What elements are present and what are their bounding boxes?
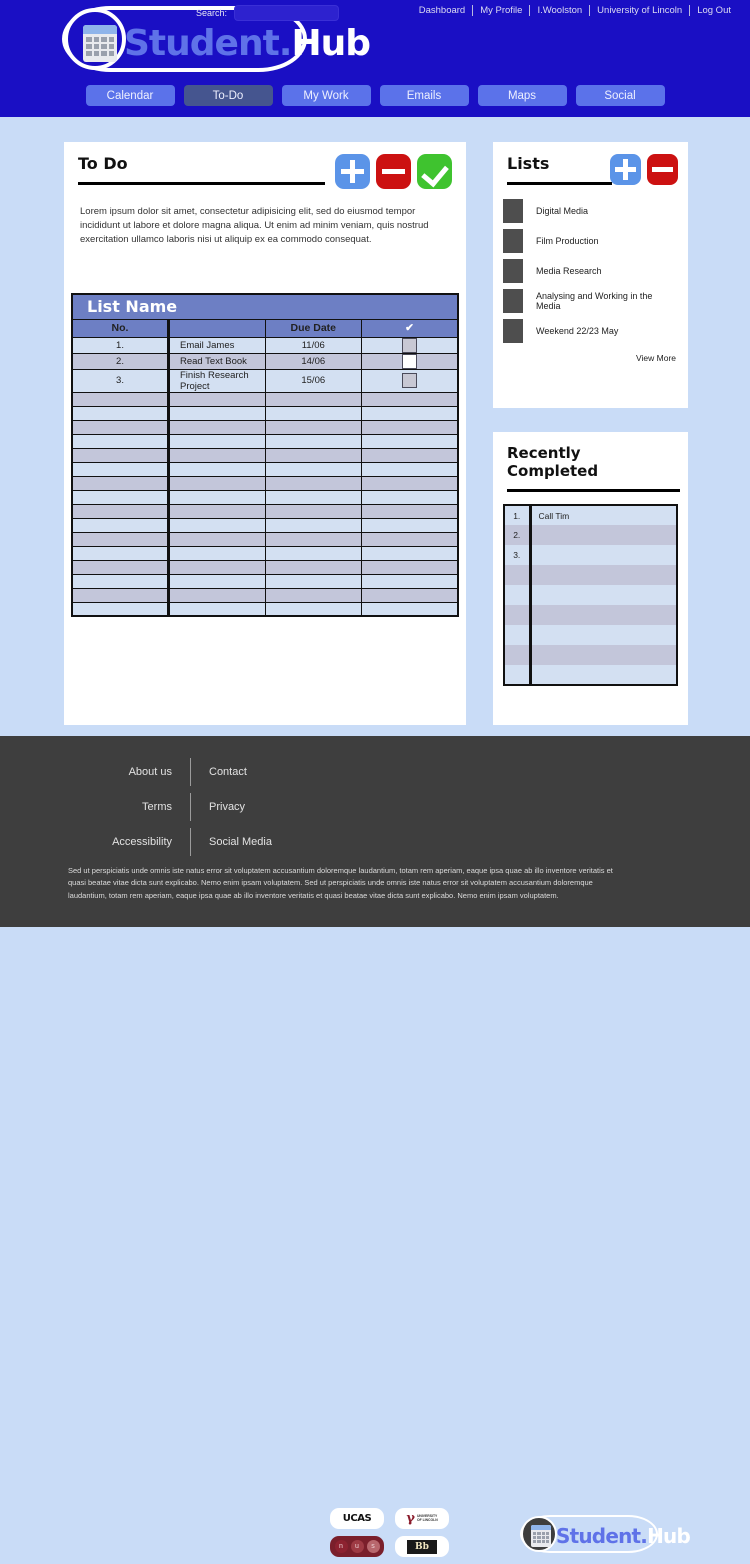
list-item-label: Film Production <box>536 236 599 246</box>
row-task <box>530 585 677 605</box>
row-due-date: 15/06 <box>265 369 362 392</box>
nav-tab-emails[interactable]: Emails <box>380 85 469 106</box>
row-task[interactable] <box>169 602 266 616</box>
row-number <box>72 420 169 434</box>
calendar-icon <box>83 25 117 62</box>
table-row[interactable] <box>72 462 458 476</box>
row-due-date <box>265 434 362 448</box>
table-row[interactable] <box>72 434 458 448</box>
row-number <box>72 504 169 518</box>
table-row[interactable] <box>72 560 458 574</box>
row-checkbox-cell[interactable] <box>362 434 459 448</box>
footer-legal-text: Sed ut perspiciatis unde omnis iste natus error sit voluptatem accusantium doloremque laudantium, totam rem aperiam, eaque ipsa quae ab illo inventore veritatis et quasi beatae vitae dicta sunt explicabo. Nemo enim ipsam voluptatem. Sed ut perspiciatis unde omnis iste natus error sit voluptatem accusantium doloremque laudantium, totam rem aperiam, eaque ipsa quae ab illo inventore veritatis et quasi beatae vitae dicta sunt explicabo. Nemo enim ipsam voluptatem. <box>68 866 613 900</box>
row-task <box>530 525 677 545</box>
row-task[interactable] <box>169 532 266 546</box>
main-navigation <box>0 85 750 106</box>
row-number: 3. <box>72 369 169 392</box>
row-checkbox-cell[interactable] <box>362 353 459 369</box>
row-task[interactable] <box>169 518 266 532</box>
row-task <box>530 565 677 585</box>
table-row[interactable] <box>72 490 458 504</box>
todo-table <box>71 293 459 617</box>
list-item[interactable] <box>503 319 678 343</box>
row-checkbox-cell[interactable] <box>362 518 459 532</box>
recently-completed-title: Recently Completed <box>507 444 599 480</box>
search-input[interactable] <box>234 5 339 21</box>
list-item[interactable] <box>503 259 678 283</box>
nus-logo-badge[interactable] <box>330 1536 384 1557</box>
row-checkbox-cell[interactable] <box>362 574 459 588</box>
row-checkbox-cell[interactable] <box>362 337 459 353</box>
row-number <box>504 665 530 685</box>
nav-tab-my-work[interactable]: My Work <box>282 85 371 106</box>
row-task[interactable] <box>169 490 266 504</box>
row-due-date <box>265 504 362 518</box>
recently-completed-table-container <box>503 504 678 686</box>
remove-task-button[interactable] <box>376 154 411 189</box>
lists-panel <box>493 142 688 408</box>
row-task[interactable] <box>169 546 266 560</box>
row-checkbox-cell[interactable] <box>362 546 459 560</box>
row-due-date <box>265 406 362 420</box>
footer-link-contact[interactable]: Contact <box>209 765 247 778</box>
row-due-date <box>265 532 362 546</box>
site-footer <box>0 736 750 1552</box>
table-row[interactable] <box>72 337 458 353</box>
table-row[interactable] <box>72 574 458 588</box>
todo-table-container <box>71 293 459 617</box>
row-number <box>72 448 169 462</box>
top-navigation-links <box>412 5 738 16</box>
row-number <box>72 434 169 448</box>
nus-dot-icon: u <box>351 1540 364 1553</box>
recently-completed-table <box>503 504 678 686</box>
table-row[interactable] <box>504 505 677 525</box>
search-label: Search: <box>196 8 228 18</box>
row-task[interactable]: Read Text Book <box>169 353 266 369</box>
row-task <box>530 625 677 645</box>
row-task[interactable] <box>169 560 266 574</box>
row-number <box>504 645 530 665</box>
table-row[interactable] <box>72 546 458 560</box>
row-number: 2. <box>72 353 169 369</box>
title-underline <box>78 182 325 185</box>
list-item[interactable] <box>503 289 678 313</box>
row-task[interactable]: Finish Research Project <box>169 369 266 392</box>
list-item-label: Digital Media <box>536 206 589 216</box>
footer-link-divider <box>190 758 191 786</box>
table-row[interactable] <box>72 602 458 616</box>
row-number <box>72 588 169 602</box>
row-task[interactable] <box>169 434 266 448</box>
table-row[interactable] <box>72 532 458 546</box>
nav-tab-calendar[interactable]: Calendar <box>86 85 175 106</box>
footer-logo-word-hub: Hub <box>647 1524 691 1548</box>
search-area <box>196 5 339 21</box>
toplink-user-name[interactable]: I.Woolston <box>537 5 583 16</box>
table-row[interactable] <box>72 588 458 602</box>
list-thumbnail-icon <box>503 229 523 253</box>
partner-badges <box>330 1508 460 1564</box>
toplink-dashboard[interactable]: Dashboard <box>418 5 466 16</box>
title-underline <box>507 182 612 185</box>
table-row[interactable] <box>72 406 458 420</box>
row-due-date <box>265 518 362 532</box>
lincoln-crest-icon: 𝛄 <box>406 1511 415 1526</box>
logo-circle-shape <box>64 8 126 70</box>
todo-description: Lorem ipsum dolor sit amet, consectetur adipisicing elit, sed do eiusmod tempor incididunt ut labore et dolore magna aliqua. Ut enim ad minim veniam, quis nostrud exercitation ullamco laboris nisi ut aliquip ex ea commodo consequat. <box>80 205 429 245</box>
row-due-date <box>265 602 362 616</box>
table-row[interactable] <box>72 353 458 369</box>
row-number <box>72 392 169 406</box>
list-item-label: Analysing and Working in the Media <box>536 291 653 311</box>
ucas-logo-badge[interactable]: UCAS <box>330 1508 384 1529</box>
row-checkbox-cell[interactable] <box>362 392 459 406</box>
row-task[interactable] <box>169 462 266 476</box>
remove-list-button[interactable] <box>647 154 678 185</box>
minus-icon <box>652 167 673 172</box>
todo-action-buttons <box>335 154 452 189</box>
footer-logo-circle-shape <box>521 1516 557 1552</box>
table-row[interactable] <box>72 369 458 392</box>
row-number <box>72 546 169 560</box>
row-due-date <box>265 462 362 476</box>
column-header-task <box>169 319 266 337</box>
row-due-date <box>265 588 362 602</box>
main-content <box>0 117 750 736</box>
row-task[interactable] <box>169 574 266 588</box>
footer-links <box>86 754 319 859</box>
row-number <box>72 532 169 546</box>
minus-icon <box>382 169 405 174</box>
row-task[interactable]: Email James <box>169 337 266 353</box>
row-checkbox-cell[interactable] <box>362 504 459 518</box>
row-checkbox-cell[interactable] <box>362 602 459 616</box>
column-header-check: ✔ <box>362 319 459 337</box>
list-item-label: Media Research <box>536 266 602 276</box>
row-number <box>72 490 169 504</box>
row-number: 1. <box>72 337 169 353</box>
row-task[interactable] <box>169 504 266 518</box>
row-task[interactable] <box>169 448 266 462</box>
university-of-lincoln-logo-badge[interactable] <box>395 1508 449 1529</box>
row-checkbox-cell[interactable] <box>362 420 459 434</box>
row-task: Call Tim <box>530 505 677 525</box>
table-row[interactable] <box>72 392 458 406</box>
row-task[interactable] <box>169 406 266 420</box>
column-header-no: No. <box>72 319 169 337</box>
row-due-date <box>265 476 362 490</box>
nus-dot-icon: n <box>335 1540 348 1553</box>
task-checkbox[interactable] <box>402 338 417 353</box>
footer-link-divider <box>190 828 191 856</box>
row-due-date <box>265 448 362 462</box>
nav-tab-todo[interactable]: To-Do <box>184 85 273 106</box>
row-number: 3. <box>504 545 530 565</box>
list-thumbnail-icon <box>503 289 523 313</box>
row-task[interactable] <box>169 420 266 434</box>
table-header-row <box>72 319 458 337</box>
nav-tab-social[interactable]: Social <box>576 85 665 106</box>
row-due-date: 14/06 <box>265 353 362 369</box>
table-row[interactable] <box>72 518 458 532</box>
footer-logo <box>520 1515 691 1555</box>
logo-word-hub: Hub <box>291 23 371 64</box>
title-underline <box>507 489 680 492</box>
row-number <box>72 406 169 420</box>
table-row[interactable] <box>504 545 677 565</box>
row-task <box>530 605 677 625</box>
row-checkbox-cell[interactable] <box>362 369 459 392</box>
footer-link-privacy[interactable]: Privacy <box>209 800 246 813</box>
lists-panel-title: Lists <box>507 154 550 173</box>
row-task[interactable] <box>169 476 266 490</box>
row-task[interactable] <box>169 392 266 406</box>
row-number: 2. <box>504 525 530 545</box>
row-number <box>72 462 169 476</box>
column-header-due-date: Due Date <box>265 319 362 337</box>
row-number <box>504 585 530 605</box>
row-checkbox-cell[interactable] <box>362 476 459 490</box>
table-row[interactable] <box>504 565 677 585</box>
list-name-cell: List Name <box>72 294 458 319</box>
toplink-university[interactable]: University of Lincoln <box>597 5 683 16</box>
row-due-date <box>265 546 362 560</box>
table-row[interactable] <box>504 525 677 545</box>
toplink-log-out[interactable]: Log Out <box>697 5 731 16</box>
row-number <box>504 625 530 645</box>
todo-panel <box>64 142 466 725</box>
row-due-date <box>265 574 362 588</box>
table-row[interactable] <box>504 665 677 685</box>
add-list-button[interactable] <box>610 154 641 185</box>
site-header <box>0 0 750 117</box>
row-task <box>530 665 677 685</box>
row-checkbox-cell[interactable] <box>362 560 459 574</box>
row-due-date <box>265 392 362 406</box>
row-checkbox-cell[interactable] <box>362 406 459 420</box>
row-number <box>72 602 169 616</box>
row-number <box>504 565 530 585</box>
logo-wordmark <box>124 23 370 64</box>
check-icon <box>421 159 449 188</box>
table-row[interactable] <box>72 476 458 490</box>
table-row[interactable] <box>72 420 458 434</box>
list-thumbnail-icon <box>503 319 523 343</box>
row-due-date <box>265 420 362 434</box>
row-number <box>72 518 169 532</box>
blackboard-badge-label: Bb <box>407 1540 437 1554</box>
task-checkbox[interactable] <box>402 354 417 369</box>
footer-logo-wordmark <box>556 1524 690 1548</box>
nus-dot-icon: s <box>367 1540 380 1553</box>
footer-link-accessibility[interactable]: Accessibility <box>112 835 172 848</box>
footer-link-social-media[interactable]: Social Media <box>209 835 272 848</box>
nav-tab-maps[interactable]: Maps <box>478 85 567 106</box>
view-more-link[interactable]: View More <box>636 353 676 363</box>
lists-items-container <box>493 185 688 343</box>
recently-completed-panel <box>493 432 688 725</box>
row-due-date <box>265 560 362 574</box>
table-row[interactable] <box>72 448 458 462</box>
blackboard-logo-badge[interactable] <box>395 1536 449 1557</box>
row-number <box>72 476 169 490</box>
lincoln-badge-label: UNIVERSITY OF LINCOLN <box>416 1513 438 1522</box>
row-number <box>72 560 169 574</box>
row-number <box>72 574 169 588</box>
row-checkbox-cell[interactable] <box>362 588 459 602</box>
plus-icon <box>623 159 628 180</box>
footer-link-about-us[interactable]: About us <box>128 765 172 778</box>
complete-task-button[interactable] <box>417 154 452 189</box>
table-row[interactable] <box>72 504 458 518</box>
row-checkbox-cell[interactable] <box>362 490 459 504</box>
recently-completed-header <box>493 432 688 492</box>
row-due-date <box>265 490 362 504</box>
table-row[interactable] <box>504 585 677 605</box>
logo-word-dot: . <box>278 23 292 64</box>
table-row[interactable] <box>504 645 677 665</box>
todo-panel-title: To Do <box>78 154 128 173</box>
footer-logo-word-dot: . <box>640 1524 648 1548</box>
list-thumbnail-icon <box>503 199 523 223</box>
task-checkbox[interactable] <box>402 373 417 388</box>
list-item[interactable] <box>503 199 678 223</box>
row-number: 1. <box>504 505 530 525</box>
row-due-date: 11/06 <box>265 337 362 353</box>
row-checkbox-cell[interactable] <box>362 462 459 476</box>
row-checkbox-cell[interactable] <box>362 448 459 462</box>
footer-link-divider <box>190 793 191 821</box>
table-row[interactable] <box>504 625 677 645</box>
list-item-label: Weekend 22/23 May <box>536 326 619 336</box>
footer-link-terms[interactable]: Terms <box>142 800 172 813</box>
row-task[interactable] <box>169 588 266 602</box>
lists-action-buttons <box>610 154 678 185</box>
row-number <box>504 605 530 625</box>
logo-word-student: Student <box>124 23 279 64</box>
toplink-my-profile[interactable]: My Profile <box>480 5 523 16</box>
row-task <box>530 645 677 665</box>
list-item[interactable] <box>503 229 678 253</box>
list-thumbnail-icon <box>503 259 523 283</box>
footer-logo-word-student: Student <box>556 1524 641 1548</box>
table-row[interactable] <box>504 605 677 625</box>
add-task-button[interactable] <box>335 154 370 189</box>
plus-icon <box>350 160 355 183</box>
row-task <box>530 545 677 565</box>
row-checkbox-cell[interactable] <box>362 532 459 546</box>
table-title-row <box>72 294 458 319</box>
calendar-icon <box>531 1525 551 1547</box>
